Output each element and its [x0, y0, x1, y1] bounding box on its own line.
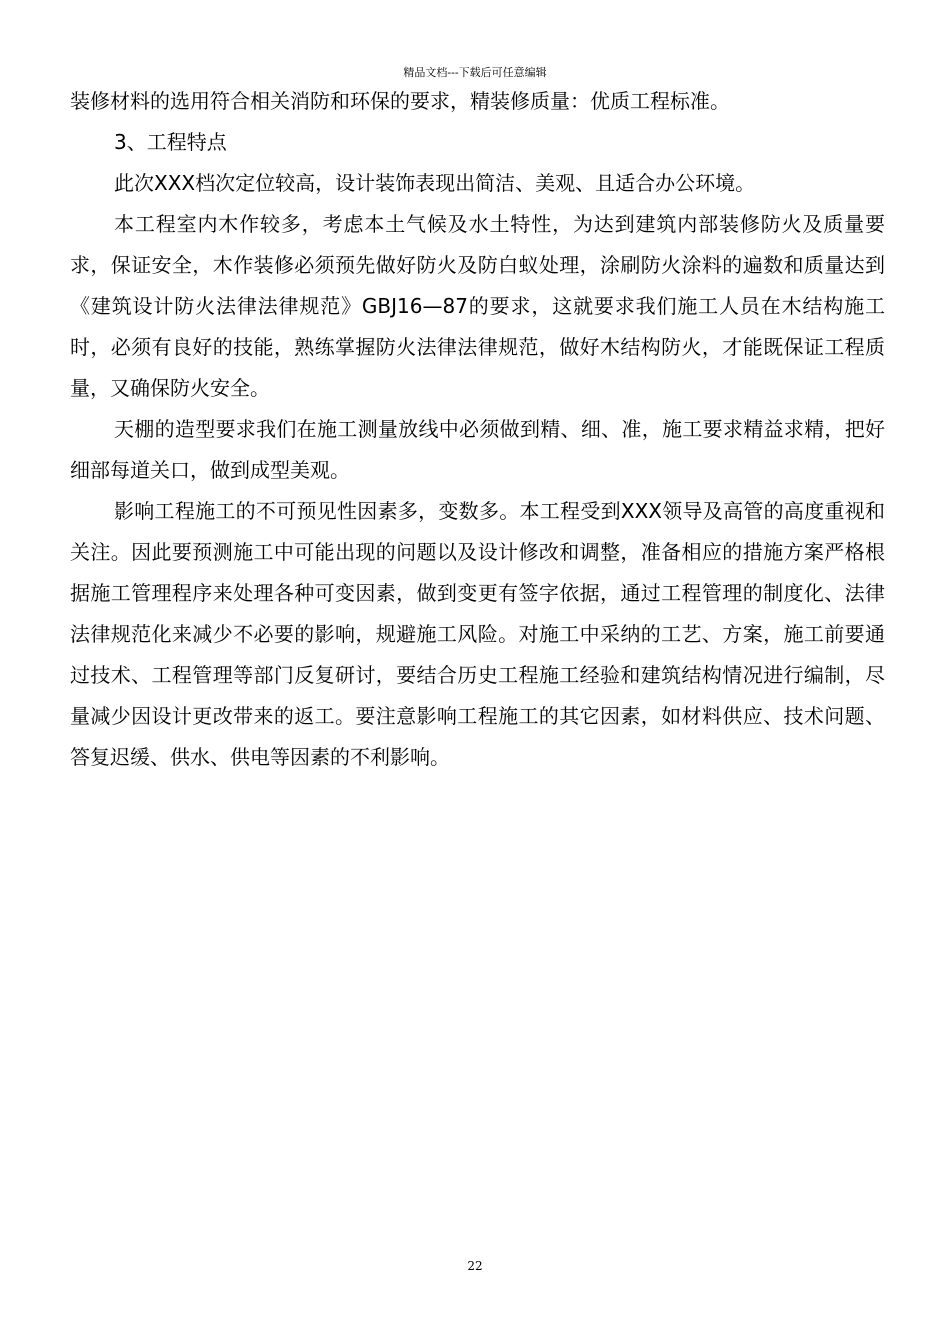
- paragraph: 此次XXX档次定位较高，设计装饰表现出简洁、美观、且适合办公环境。: [114, 171, 756, 195]
- paragraph: 影响工程施工的不可预见性因素多，变数多。本工程受到XXX领导及高管的高度重视和关注。因此要预测施工中可能出现的问题以及设计修改和调整，准备相应的措施方案严格根据施工管理程序来处理各种可变因素，做到变更有签字依据，通过工程管理的制度化、法律法律规范化来减少不必要的影响，规避施工风险。对施工中采纳的工艺、方案，施工前要通过技术、工程管理等部门反复研讨，要结合历史工程施工经验和建筑结构情况进行编制，尽量减少因设计更改带来的返工。要注意影响工程施工的其它因素，如材料供应、技术问题、答复迟缓、供水、供电等因素的不利影响。: [70, 499, 885, 769]
- page-number: 22: [467, 1259, 483, 1273]
- page-header: 精品文档---下载后可任意编辑: [403, 66, 547, 79]
- section-heading: 3、工程特点: [114, 130, 227, 154]
- paragraph: 天棚的造型要求我们在施工测量放线中必须做到精、细、准，施工要求精益求精，把好细部每道关口，做到成型美观。: [70, 417, 885, 482]
- paragraph-continuation: 装修材料的选用符合相关消防和环保的要求，精装修质量：优质工程标准。: [70, 89, 730, 113]
- paragraph: 本工程室内木作较多，考虑本土气候及水土特性，为达到建筑内部装修防火及质量要求，保证安全，木作装修必须预先做好防火及防白蚁处理，涂刷防火涂料的遍数和质量达到《建筑设计防火法律法律规范》GBJ16—87的要求，这就要求我们施工人员在木结构施工时，必须有良好的技能，熟练掌握防火法律法律规范，做好木结构防火，才能既保证工程质量，又确保防火安全。: [70, 212, 885, 400]
- document-body: [70, 81, 885, 778]
